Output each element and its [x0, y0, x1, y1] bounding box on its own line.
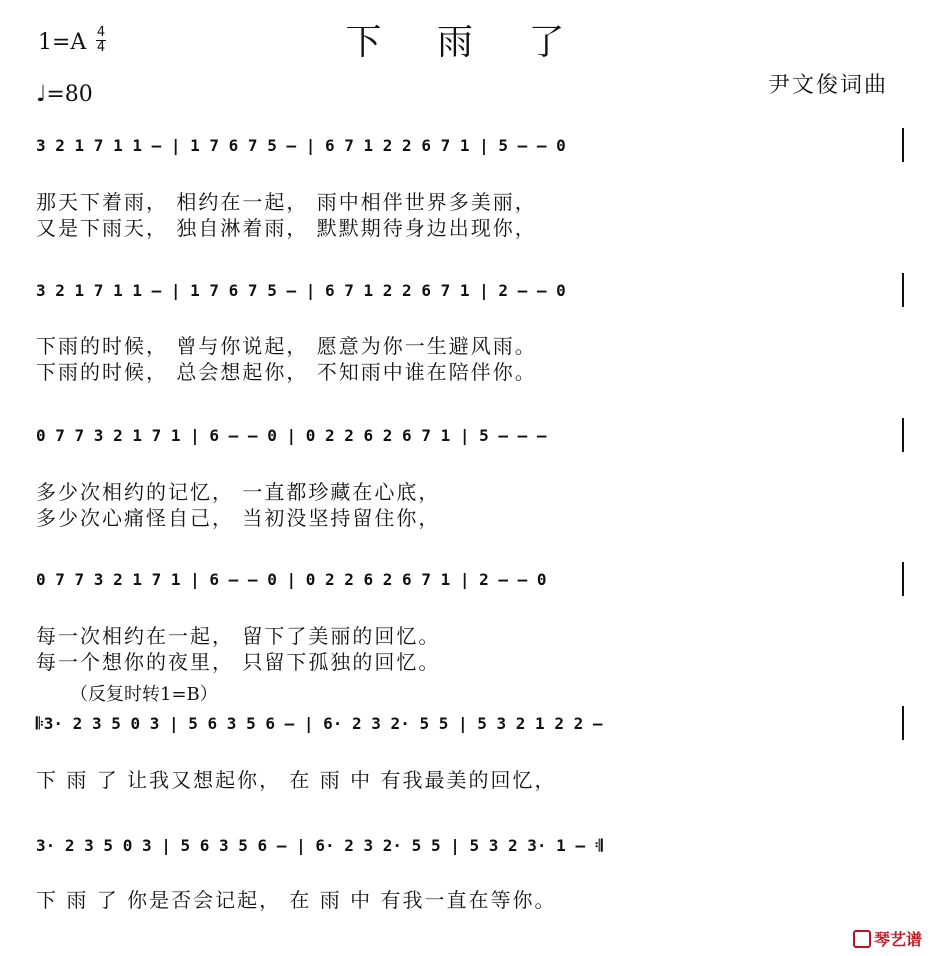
meter-bottom: 4	[96, 40, 106, 55]
lyric-4a: 每一次相约在一起， 留下了美丽的回忆。	[36, 624, 441, 648]
lyric-1b: 又是下雨天， 独自淋着雨， 默默期待身边出现你，	[36, 216, 537, 240]
barline	[902, 128, 904, 162]
lyric-2a: 下雨的时候， 曾与你说起， 愿意为你一生避风雨。	[36, 334, 537, 358]
repeat-instruction: （反复时转1=B）	[70, 684, 218, 705]
score-line-1: 3 2 1 7 1 1 – | 1 7 6 7 5 – | 6 7 1 2 2 6 7 1 | 5 – – 0	[36, 136, 566, 155]
barline	[902, 706, 904, 740]
score-line-2: 3 2 1 7 1 1 – | 1 7 6 7 5 – | 6 7 1 2 2 6 7 1 | 2 – – 0	[36, 281, 566, 300]
lyric-3a: 多少次相约的记忆， 一直都珍藏在心底，	[36, 480, 441, 504]
barline	[902, 562, 904, 596]
lyric-1a: 那天下着雨， 相约在一起， 雨中相伴世界多美丽，	[36, 190, 537, 214]
lyric-4b: 每一个想你的夜里， 只留下孤独的回忆。	[36, 650, 441, 674]
score-line-3: 0 7 7 3 2 1 7 1 | 6 – – 0 | 0 2 2 6 2 6 7 1 | 5 – – –	[36, 426, 547, 445]
score-line-5: 𝄆3· 2 3 5 0 3 | 5 6 3 5 6 – | 6· 2 3 2· 5 5 | 5 3 2 1 2 2 –	[36, 714, 603, 733]
lyric-3b: 多少次心痛怪自己， 当初没坚持留住你，	[36, 506, 441, 530]
site-watermark	[853, 927, 922, 950]
logo-icon	[853, 930, 871, 948]
song-title: 下 雨 了	[345, 22, 587, 63]
barline	[902, 273, 904, 307]
tempo-marking: ♩=80	[36, 82, 93, 107]
author-credit: 尹文俊词曲	[768, 73, 889, 98]
score-line-6: 3· 2 3 5 0 3 | 5 6 3 5 6 – | 6· 2 3 2· 5 5 | 5 3 2 3· 1 – 𝄇	[36, 836, 603, 855]
meter-top: 4	[96, 25, 106, 40]
lyric-5: 下 雨 了 让我又想起你， 在 雨 中 有我最美的回忆，	[36, 768, 557, 792]
lyric-2b: 下雨的时候， 总会想起你， 不知雨中谁在陪伴你。	[36, 360, 537, 384]
lyric-6: 下 雨 了 你是否会记起， 在 雨 中 有我一直在等你。	[36, 888, 557, 912]
time-signature	[96, 26, 106, 55]
barline	[902, 418, 904, 452]
watermark-text: 琴艺谱	[873, 930, 922, 949]
score-line-4: 0 7 7 3 2 1 7 1 | 6 – – 0 | 0 2 2 6 2 6 7 1 | 2 – – 0	[36, 570, 547, 589]
key-signature: 1=A	[38, 30, 87, 55]
